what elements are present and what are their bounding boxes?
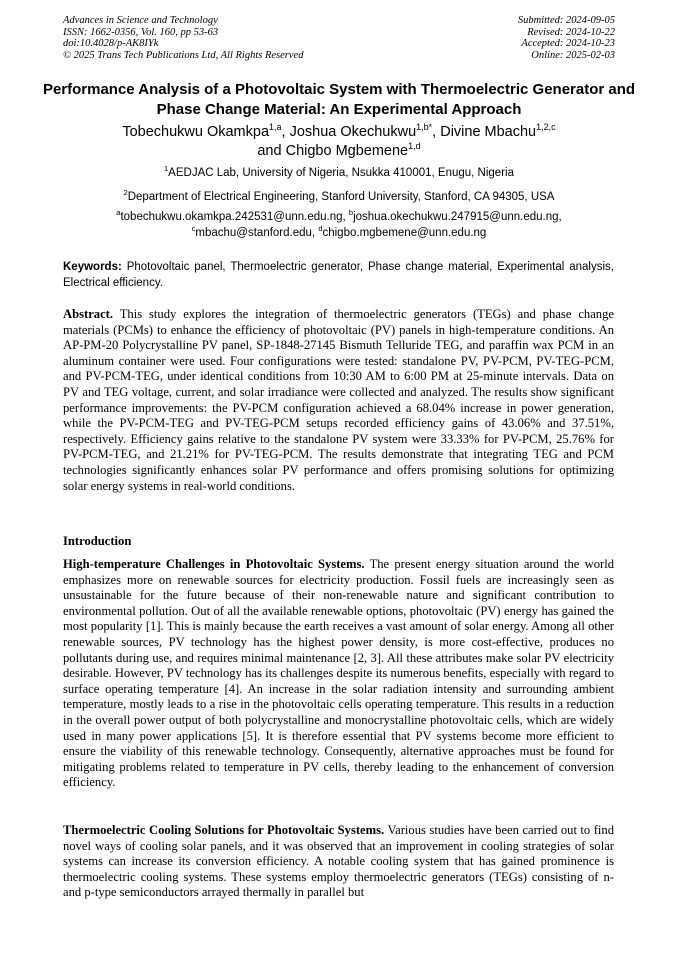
- email-address[interactable]: mbachu@stanford.edu: [195, 226, 312, 239]
- affiliation-superscript: 2: [123, 188, 128, 198]
- author-name: Divine Mbachu: [440, 124, 537, 140]
- email-separator: ,: [311, 226, 319, 239]
- abstract-paragraph: [63, 307, 614, 494]
- paragraph-lead: High-temperature Challenges in Photovoltaic Systems.: [63, 557, 365, 571]
- email-address[interactable]: tobechukwu.okamkpa.242531@unn.edu.ng: [120, 211, 343, 223]
- issn-line: ISSN: 1662-0356, Vol. 160, pp 53-63: [63, 26, 219, 38]
- email-address[interactable]: joshua.okechukwu.247915@unn.edu.ng: [353, 211, 559, 223]
- author-separator: ,: [281, 124, 290, 140]
- affiliation-2: [40, 190, 638, 206]
- body-paragraph: [63, 823, 614, 901]
- body-paragraph: [63, 557, 614, 791]
- accepted-date: Accepted: 2024-10-23: [521, 38, 615, 50]
- email-superscript: d: [318, 223, 323, 233]
- online-date: Online: 2025-02-03: [531, 49, 615, 61]
- email-superscript: a: [116, 208, 121, 218]
- author-name: Joshua Okechukwu: [289, 124, 417, 140]
- submitted-date: Submitted: 2024-09-05: [517, 15, 615, 26]
- author-superscript: 1,b*: [416, 122, 433, 133]
- author-name: Chigbo Mgbemene: [285, 143, 409, 159]
- doi-line: doi:10.4028/p-AK8IYk: [63, 38, 159, 50]
- affiliation-text: AEDJAC Lab, University of Nigeria, Nsukka 410001, Enugu, Nigeria: [168, 167, 514, 179]
- abstract-text: This study explores the integration of thermoelectric generators (TEGs) and phase change materials (PCMs) to enhance the efficiency of photovoltaic (PV) panels in high-temperature conditions. An AP-PM-20 Polycrystalline PV panel, SP-1848-27145 Bismuth Telluride TEG, and paraffin wax PCM in an aluminum container were used. Four configurations were tested: standalone PV, PV-PCM, PV-TEG-PCM, and PV-PCM-TEG, under identical conditions from 10:30 AM to 6:00 PM at 25-minute intervals. Data on PV and TEG voltage, current, and solar irradiance were collected and analyzed. The results show significant performance improvements: the PV-PCM configuration achieved a 68.04% increase in power generation, while the PV-PCM-TEG and PV-TEG-PCM setups recorded efficiency gains of 43.06% and 37.51%, respectively. Efficiency gains relative to the standalone PV system were 33.33% for PV-PCM, 25.76% for PV-PCM-TEG, and 21.21% for PV-TEG-PCM. The results demonstrate that integrating TEG and PCM technologies significantly enhances solar PV performance and offers promising solutions for optimizing solar energy systems in real-world conditions.: [63, 307, 614, 493]
- abstract-label: Abstract.: [63, 307, 114, 321]
- author-name: Tobechukwu Okamkpa: [122, 124, 270, 140]
- author-superscript: 1,d: [408, 141, 421, 152]
- paragraph-text: The present energy situation around the world emphasizes more on renewable sources for electricity production. Fossil fuels are increasingly seen as unsustainable for the future because of their non-renewable nature and significant contribution to environmental pollution. Out of all the available renewable options, photovoltaic (PV) energy has gained the most popularity [1]. This is mainly because the earth receives a vast amount of solar energy. Among all other renewable sources, PV technology has the highest power density, is more cost-effective, produces no pollutants during use, and requires minimal maintenance [2, 3]. All these attributes make solar PV electricity desirable. However, PV technology has its challenges despite its numerous benefits, especially with regard to surface operating temperature [4]. An increase in the solar radiation intensity and surrounding ambient temperature, mostly leads to a rise in the photovoltaic cells operating temperature. This results in a reduction in the overall power output of both polycrystalline and monocrystalline photovoltaic cells, which are widely used in many power applications [5]. It is therefore essential that PV systems become more efficient to ensure the viability of this renewable technology. Consequently, alternative approaches must be found for mitigating problems related to temperature in PV cells, thereby leading to the enhancement of conversion efficiency.: [63, 557, 615, 790]
- introduction-heading: Introduction: [63, 534, 132, 548]
- journal-name: Advances in Science and Technology: [63, 15, 218, 26]
- email-list: [40, 210, 638, 241]
- email-separator: ,: [342, 211, 349, 223]
- author-separator: and: [257, 143, 286, 159]
- email-superscript: b: [348, 208, 354, 218]
- keywords-label: Keywords:: [63, 261, 122, 273]
- revised-date: Revised: 2024-10-22: [527, 26, 615, 38]
- paragraph-lead: Thermoelectric Cooling Solutions for Photovoltaic Systems.: [63, 823, 385, 837]
- affiliation-superscript: 1: [164, 164, 169, 174]
- author-superscript: 1,2,c: [536, 122, 556, 133]
- keywords-text: Photovoltaic panel, Thermoelectric generator, Phase change material, Experimental analysis, Electrical efficiency.: [63, 261, 614, 289]
- email-address[interactable]: chigbo.mgbemene@unn.edu.ng: [322, 226, 487, 239]
- affiliation-1: [40, 166, 638, 182]
- email-superscript: c: [191, 223, 196, 233]
- email-separator: ,: [558, 211, 562, 223]
- journal-header: [63, 15, 303, 61]
- keywords-paragraph: [63, 260, 614, 291]
- author-superscript: 1,a: [269, 122, 282, 133]
- dates-header: [518, 15, 615, 61]
- paragraph-text: Various studies have been carried out to find novel ways of cooling solar panels, and it was observed that an improvement in cooling strategies of solar systems can increase its conversion efficiency. A notable cooling system that has gained prominence is thermoelectric cooling systems. These systems employ thermoelectric generators (TEGs) consisting of n- and p-type semiconductors arrayed thermally in parallel but: [63, 823, 615, 900]
- paper-title: Performance Analysis of a Photovoltaic System with Thermoelectric Generator and Phase Change Material: An Experimental Approach: [42, 81, 636, 118]
- author-separator: ,: [432, 124, 441, 140]
- copyright-line: © 2025 Trans Tech Publications Ltd, All Rights Reserved: [63, 49, 304, 61]
- author-list: [40, 123, 638, 161]
- affiliation-text: Department of Electrical Engineering, Stanford University, Stanford, CA 94305, USA: [127, 191, 555, 203]
